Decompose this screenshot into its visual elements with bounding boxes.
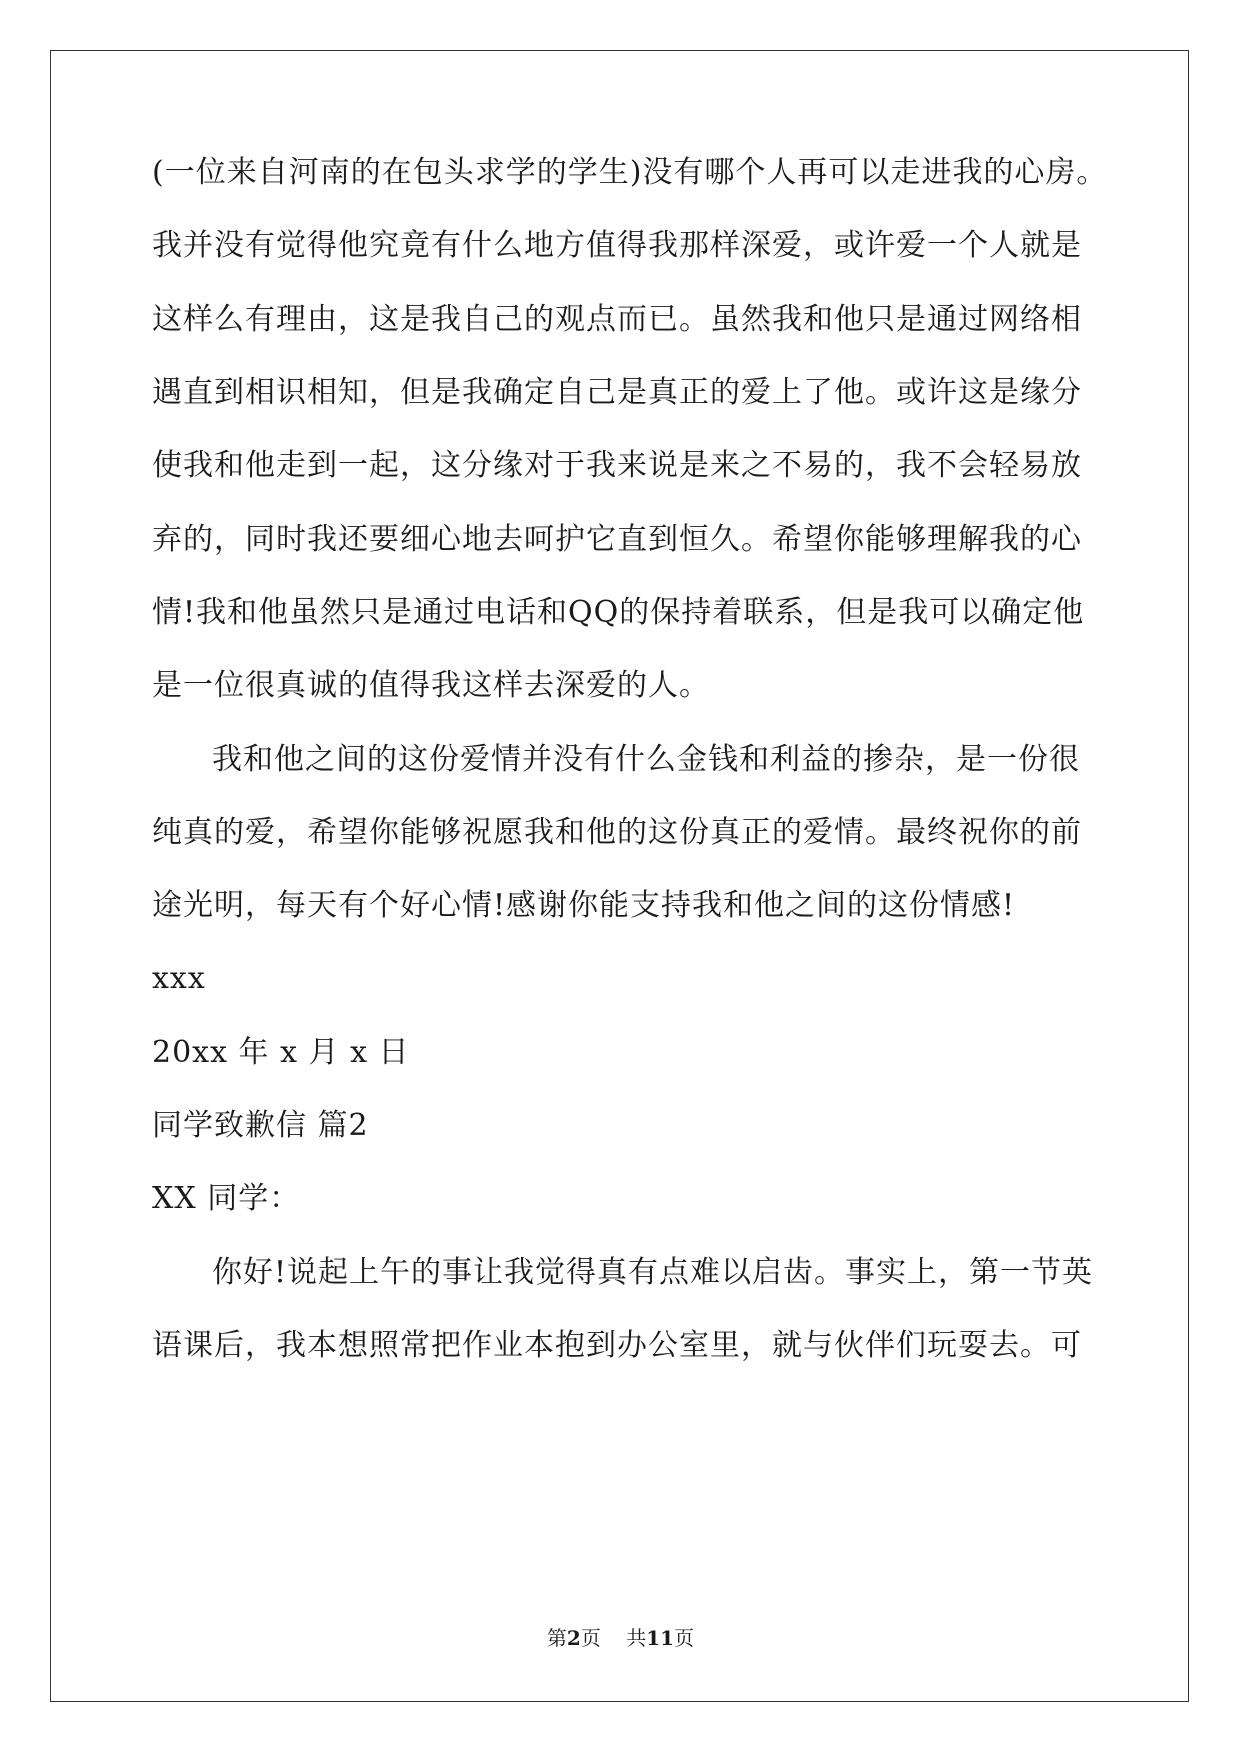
signature: xxx (152, 961, 206, 996)
body-line-1: (一位来自河南的在包头求学的学生)没有哪个人再可以走进我的心房。 (152, 155, 1108, 190)
body-line-8: 是一位很真诚的值得我这样去深爱的人。 (152, 668, 710, 703)
page-border (50, 50, 1189, 1702)
page-footer (0, 1626, 1241, 1650)
body-line-3: 这样么有理由，这是我自己的观点而已。虽然我和他只是通过网络相 (152, 302, 1082, 337)
body-line-2: 我并没有觉得他究竟有什么地方值得我那样深爱，或许爱一个人就是 (152, 228, 1082, 263)
section-heading: 同学致歉信 篇2 (152, 1108, 369, 1143)
body-line-16: 你好!说起上午的事让我觉得真有点难以启齿。事实上，第一节英 (212, 1255, 1094, 1290)
body-line-9: 我和他之间的这份爱情并没有什么金钱和利益的掺杂，是一份很 (212, 742, 1080, 777)
page-number: 2 (566, 1626, 581, 1650)
body-line-4: 遇直到相识相知，但是我确定自己是真正的爱上了他。或许这是缘分 (152, 375, 1082, 410)
body-line-7: 情!我和他虽然只是通过电话和QQ的保持着联系，但是我可以确定他 (152, 595, 1085, 630)
date-line: 20xx 年 x 月 x 日 (152, 1035, 410, 1070)
total-label-suffix: 页 (674, 1626, 695, 1650)
total-pages: 11 (646, 1626, 675, 1650)
body-line-5: 使我和他走到一起，这分缘对于我来说是来之不易的，我不会轻易放 (152, 448, 1082, 483)
body-line-10: 纯真的爱，希望你能够祝愿我和他的这份真正的爱情。最终祝你的前 (152, 815, 1082, 850)
salutation: XX 同学： (152, 1181, 301, 1216)
body-line-17: 语课后，我本想照常把作业本抱到办公室里，就与伙伴们玩耍去。可 (152, 1328, 1082, 1363)
body-line-11: 途光明，每天有个好心情!感谢你能支持我和他之间的这份情感! (152, 888, 1016, 923)
body-line-6: 弃的，同时我还要细心地去呵护它直到恒久。希望你能够理解我的心 (152, 522, 1082, 557)
page-label-prefix: 第 (546, 1626, 567, 1650)
page-label-suffix: 页 (580, 1626, 601, 1650)
total-label-prefix: 共 (626, 1626, 647, 1650)
